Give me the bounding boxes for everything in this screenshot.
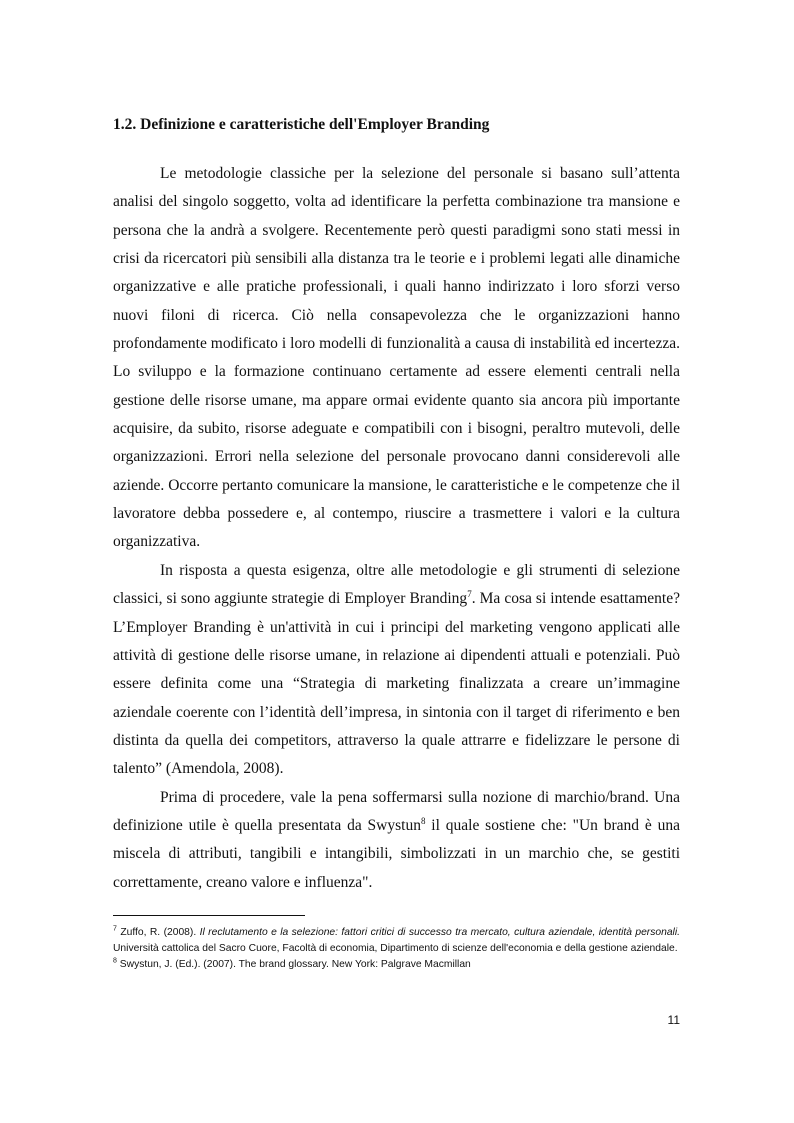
footnotes xyxy=(113,925,680,973)
body-text xyxy=(113,160,680,897)
footnote-8 xyxy=(113,957,680,973)
footnote-ref-8[interactable]: 8 xyxy=(420,815,426,826)
paragraph-3-text-b: il quale sostiene che: "Un brand è una miscela di attributi, tangibili e intangibili, simbolizzati in un marchio che, se gestiti correttamente, creano valore e influenza". xyxy=(113,816,680,891)
paragraph-2-text-b: . Ma cosa si intende esattamente? L’Employer Branding è un'attività in cui i principi del marketing vengono applicati alle attività di gestione delle risorse umane, in relazione ai dipendenti attuali e potenziali. Può essere definita come una “Strategia di marketing finalizzata a creare un’immagine aziendale coerente con l’identità dell’impresa, in sintonia con il target di riferimento e ben distinta da quella dei competitors, attraverso la quale attrarre e fidelizzare le persone di talento” (Amendola, 2008). xyxy=(113,590,680,778)
footnote-ref-7[interactable]: 7 xyxy=(467,589,472,599)
section-heading: 1.2. Definizione e caratteristiche dell'Employer Branding xyxy=(113,116,490,133)
paragraph-1: Le metodologie classiche per la selezione del personale si basano sull’attenta analisi del singolo soggetto, volta ad identificare la perfetta combinazione tra mansione e persona che la andrà a svolgere. Recentemente però questi paradigmi sono stati messi in crisi da ricercatori più sensibili alla distanza tra le teorie e i problemi legati alle dinamiche organizzative e alle pratiche professionali, i quali hanno indirizzato i loro sforzi verso nuovi filoni di ricerca. Ciò nella consapevolezza che le organizzazioni hanno profondamente modificato i loro modelli di funzionalità a causa di instabilità ed incertezza. Lo sviluppo e la formazione continuano certamente ad essere elementi centrali nella gestione delle risorse umane, ma appare ormai evidente quanto sia ancora più importante acquisire, da subito, risorse adeguate e compatibili con i bisogni, peraltro mutevoli, delle organizzazioni. Errori nella selezione del personale provocano danni considerevoli alle aziende. Occorre pertanto comunicare la mansione, le caratteristiche e le competenze che il lavoratore debba possedere e, al contempo, riuscire a trasmettere i valori e la cultura organizzativa. xyxy=(113,165,680,551)
footnote-title: Il reclutamento e la selezione: fattori critici di successo tra mercato, cultura aziendale, identità personali. xyxy=(199,927,680,938)
footnote-text: Swystun, J. (Ed.). (2007). The brand glossary. New York: Palgrave Macmillan xyxy=(116,959,471,970)
footnote-author: Zuffo, R. (2008). xyxy=(116,927,200,938)
paragraph-2-text-a: In risposta a questa esigenza, oltre alle metodologie e gli strumenti di selezione classici, si sono aggiunte strategie di Employer Branding xyxy=(113,561,680,608)
paragraph-3-text-a: Prima di procedere, vale la pena soffermarsi sulla nozione di marchio/brand. Una definizione utile è quella presentata da Swystun xyxy=(113,788,680,834)
footnote-7 xyxy=(113,925,680,957)
page-number: 11 xyxy=(667,1013,680,1027)
footnote-number: 8 xyxy=(113,957,117,965)
footnote-number: 7 xyxy=(113,925,117,933)
paragraph-3 xyxy=(113,784,680,897)
footnote-separator xyxy=(113,915,305,916)
paragraph-2 xyxy=(113,557,680,784)
footnote-publisher: Università cattolica del Sacro Cuore, Facoltà di economia, Dipartimento di scienze dell'economia e della gestione aziendale. xyxy=(113,943,678,954)
